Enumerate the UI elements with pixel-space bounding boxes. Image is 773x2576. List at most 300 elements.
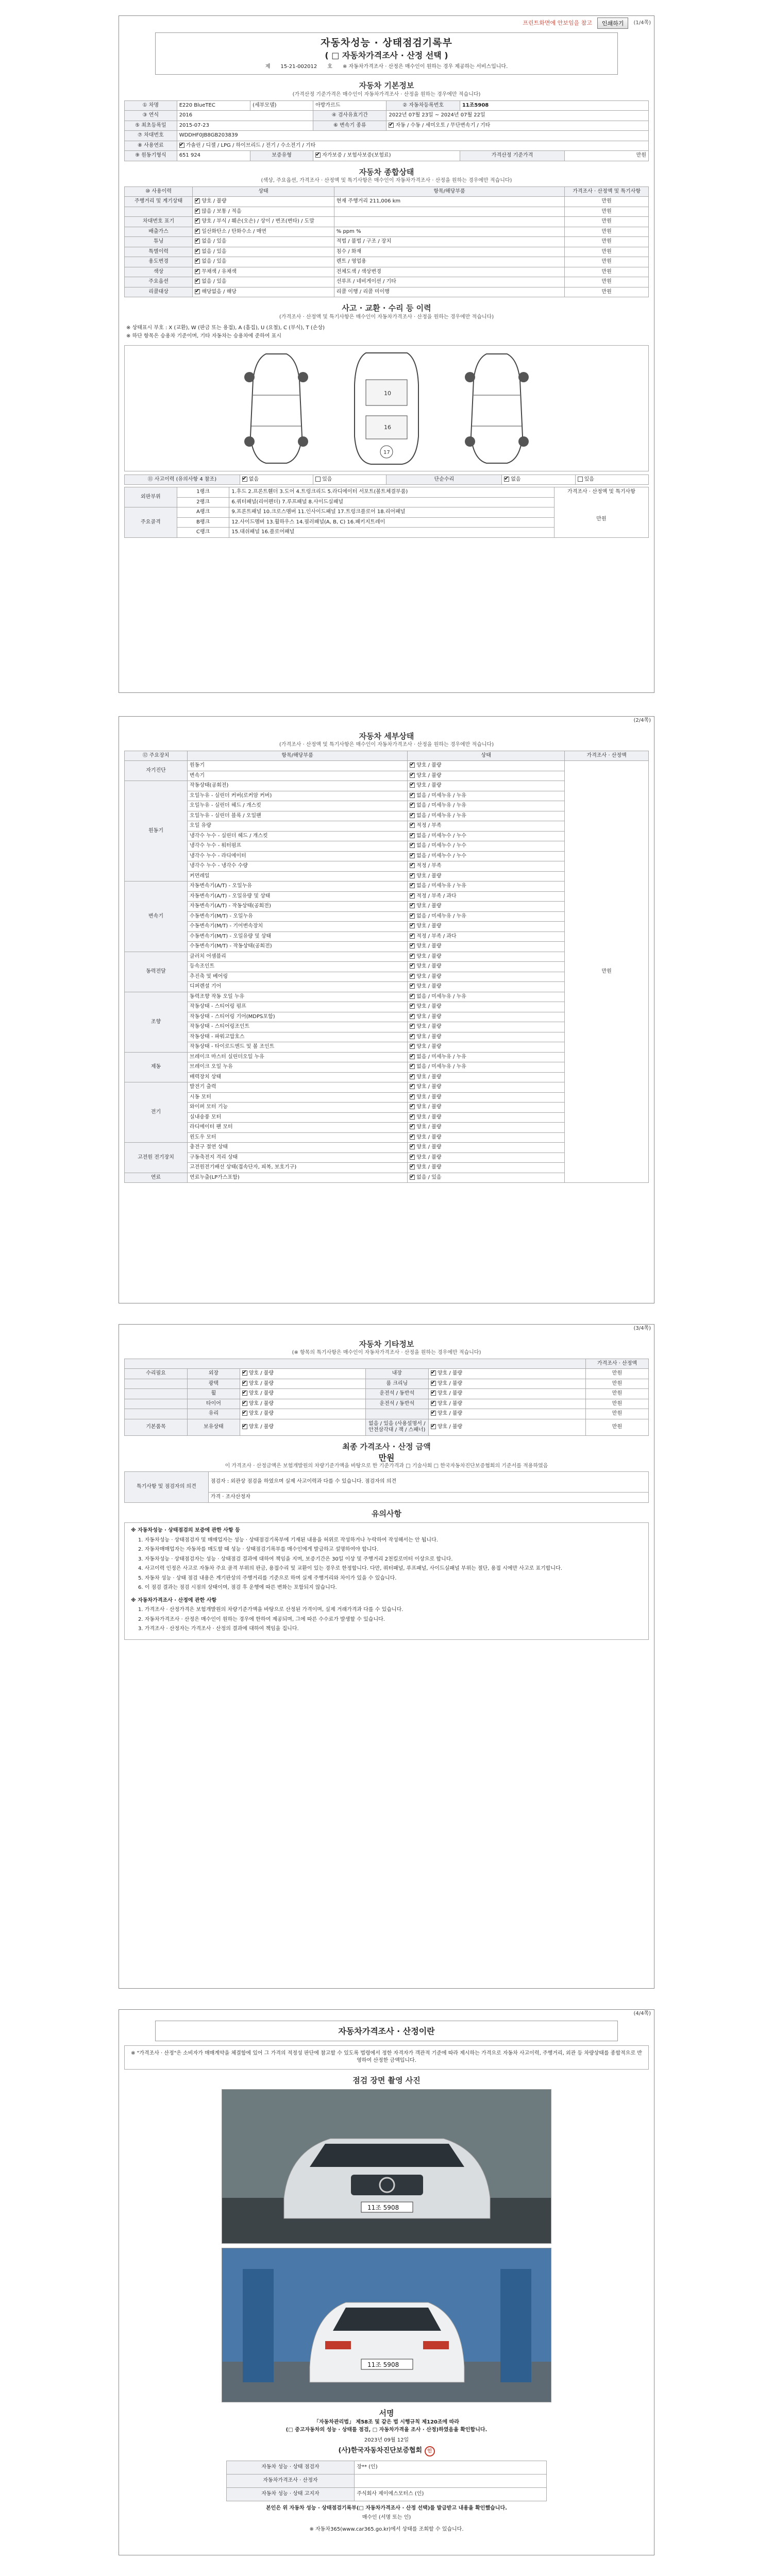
other-price: 만원 (585, 1379, 648, 1389)
detail-part: 작동상태(공회전) (188, 781, 408, 791)
general-price: 만원 (565, 277, 649, 287)
other-state: 양호 / 불량 (248, 1424, 274, 1430)
detail-state-cell (408, 831, 565, 841)
page-3 (119, 1324, 654, 1989)
empty-header (125, 1359, 586, 1369)
other-state: 양호 / 불량 (248, 1370, 274, 1377)
status-checkbox (410, 1124, 415, 1129)
label-simple-repair: 단순수리 (386, 474, 502, 485)
table-row (125, 1419, 649, 1435)
status-checkbox (410, 1004, 415, 1009)
detail-part: 냉각수 누수 - 라디에이터 (188, 851, 408, 861)
signature-text-1: 「자동차관리법」 제58조 및 같은 법 시행규칙 제120조에 따라 (313, 2419, 460, 2425)
detail-state-cell (408, 1012, 565, 1022)
detail-state-cell (408, 1032, 565, 1042)
detail-part: 변속기 (188, 771, 408, 781)
label-outer-parts: 외판부위 (125, 487, 177, 507)
detail-state: 양호 / 불량 (416, 1164, 442, 1171)
general-price: 만원 (565, 197, 649, 207)
general-price: 만원 (565, 217, 649, 227)
status-checkbox (195, 259, 200, 264)
detail-part: 자동변속기(A/T) - 작동상태(공회전) (188, 902, 408, 912)
detail-state: 양호 / 불량 (416, 963, 442, 970)
other-state-cell (240, 1369, 365, 1379)
org-stamp: 인 (425, 2446, 435, 2456)
table-row (125, 207, 649, 217)
table-row (226, 2474, 547, 2487)
detail-part: 연료누출(LP가스포함) (188, 1173, 408, 1183)
general-status-table (124, 187, 649, 298)
page-tag: (2/4쪽) (633, 718, 651, 723)
general-detail: % ppm % (334, 227, 564, 237)
status-checkbox (410, 1155, 415, 1160)
detail-group: 자기진단 (125, 761, 188, 781)
detail-part: 원동기 (188, 761, 408, 771)
accident-parts-table (124, 487, 649, 538)
other-group (125, 1389, 188, 1399)
status-checkbox (410, 823, 415, 828)
accident-history-title: 사고 · 교환 · 수리 등 이력 (342, 303, 431, 313)
detail-part: 커먼레일 (188, 871, 408, 882)
other-state-cell (428, 1379, 585, 1389)
general-state: 없음 / 있음 (201, 248, 227, 255)
other-state-cell (240, 1389, 365, 1399)
general-state: 무채색 / 유채색 (201, 268, 237, 275)
other-group (125, 1399, 188, 1409)
table-row (125, 151, 649, 161)
other-state: 양호 / 불량 (248, 1380, 274, 1386)
signature-org-line (119, 2446, 654, 2456)
basic-info-title: 자동차 기본정보 (359, 81, 414, 91)
col-header: 항목/해당부품 (334, 187, 564, 197)
final-price-title: 최종 가격조사 · 산정 금액 (342, 1442, 431, 1451)
detail-state-cell (408, 771, 565, 781)
general-item: 리콜대상 (125, 287, 193, 297)
status-checkbox (410, 934, 415, 939)
diagram-label-17: 17 (383, 450, 390, 455)
price-explain-title: 자동차가격조사 · 산정이란 (338, 2026, 435, 2036)
detail-state: 양호 / 불량 (416, 973, 442, 979)
checkbox-diesel (179, 143, 184, 148)
notice-list-2 (131, 1606, 642, 1633)
notice-item: 3. 가격조사 · 산정자는 가격조사 · 산정의 결과에 대하여 책임을 집니다. (138, 1626, 299, 1632)
detail-state-cell (408, 891, 565, 902)
document-number-line (161, 64, 612, 71)
status-checkbox (410, 893, 415, 899)
signature-text-2: (□ 중고자동차의 성능 · 상태를 점검, □ 자동차가격을 조사 · 산정)하였음을 확인합니다. (285, 2427, 488, 2433)
basic-info-table (124, 100, 649, 161)
label-warranty: 보증유형 (250, 151, 313, 161)
signature-role: 자동차가격조사 · 산정자 (226, 2474, 355, 2487)
signature-role: 자동차 성능 · 상태 고지자 (226, 2487, 355, 2501)
detail-part: 시동 모터 (188, 1092, 408, 1103)
general-detail: 현재 주행거리 211,006 km (334, 197, 564, 207)
detail-state-cell (408, 1072, 565, 1082)
table-row (125, 1369, 649, 1379)
other-state: 양호 / 불량 (437, 1391, 463, 1397)
doc-warning: ※ 자동차가격조사 · 산정은 매수인이 원하는 경우 제공하는 서비스입니다. (342, 63, 508, 70)
status-checkbox (195, 209, 200, 214)
detail-state: 적정 / 부족 (416, 823, 442, 829)
status-checkbox (242, 1424, 247, 1429)
status-checkbox (410, 913, 415, 919)
page-1 (119, 15, 654, 693)
status-checkbox (242, 1391, 247, 1396)
detail-state-cell (408, 962, 565, 972)
checkbox-accident-yes (315, 477, 321, 482)
detail-state: 없음 / 미세누유 / 누유 (416, 1054, 466, 1060)
detail-state-cell (408, 902, 565, 912)
other-state: 양호 / 불량 (437, 1400, 463, 1406)
status-checkbox (410, 1104, 415, 1109)
status-checkbox (410, 863, 415, 868)
general-item: 특별이력 (125, 247, 193, 257)
accident-yes-cell (313, 474, 386, 485)
col-header: ⑫ 주요장치 (125, 751, 188, 761)
label-year: ③ 연식 (125, 111, 177, 121)
detail-group: 원동기 (125, 781, 188, 882)
plate-text: 11조 5908 (367, 2204, 399, 2212)
general-state-cell (193, 217, 334, 227)
general-state: 양호 / 불량 (201, 198, 227, 205)
table-row (125, 277, 649, 287)
detail-state-cell (408, 1132, 565, 1143)
footer-note: ※ 자동차365(www.car365.go.kr)에서 상태를 조회할 수 있습니다. (309, 2526, 464, 2532)
checkbox-auto (389, 123, 394, 128)
status-checkbox (242, 1411, 247, 1416)
status-checkbox (410, 984, 415, 989)
detail-part: 수동변속기(M/T) - 작동상태(공회전) (188, 942, 408, 952)
label-accident-history: ⑪ 사고이력 (유의사항 4 참조) (125, 474, 240, 485)
status-checkbox (410, 833, 415, 838)
fuel-options (177, 141, 648, 151)
rank-items: 15.대쉬패널 16.플로어패널 (229, 528, 554, 538)
table-row (125, 487, 649, 498)
notice-item: 1. 가격조사 · 산정가격은 보험개발원의 차량기준가액을 바탕으로 산정된 가격이며, 실제 거래가격과 다를 수 있습니다. (138, 1607, 404, 1613)
detail-state-cell (408, 1062, 565, 1073)
transmission-options (386, 121, 649, 131)
other-info-title: 자동차 기타정보 (359, 1339, 414, 1349)
detail-state: 양호 / 불량 (416, 1013, 442, 1020)
detail-part: 등속조인트 (188, 962, 408, 972)
other-info-subtitle: (※ 항목의 특기사항은 매수인이 자동차가격조사 · 산정을 원하는 경우에만 적습니다) (292, 1350, 481, 1356)
col-header: 가격조사 · 산정액 (585, 1359, 648, 1369)
detail-part: 배력장치 상태 (188, 1072, 408, 1082)
other-group: 수리필요 (125, 1369, 188, 1379)
detail-state: 적정 / 부족 (416, 863, 442, 869)
table-row (125, 1472, 649, 1493)
detail-state: 양호 / 불량 (416, 1154, 442, 1160)
price-unit: 만원 (596, 516, 607, 522)
detail-state-cell (408, 931, 565, 942)
signature-date: 2023년 09월 12일 (364, 2437, 409, 2443)
general-state: 없음 / 있음 (201, 279, 227, 285)
general-item: 용도변경 (125, 257, 193, 267)
detail-group: 전기 (125, 1082, 188, 1143)
general-price: 만원 (565, 227, 649, 237)
col-header: ⑩ 사용이력 (125, 187, 193, 197)
detail-part: 브레이크 마스터 실린더오일 누유 (188, 1052, 408, 1062)
general-item: 배출가스 (125, 227, 193, 237)
table-row (125, 217, 649, 227)
repair-no-cell (502, 474, 575, 485)
other-item: 광택 (188, 1379, 240, 1389)
print-button[interactable]: 인쇄하기 (597, 18, 629, 29)
diagram-label-16: 16 (384, 424, 391, 431)
table-row (125, 131, 649, 141)
value-car-name: E220 BlueTEC (177, 100, 250, 111)
value-transmission: 자동 / 수동 / 세미오토 / 무단변속기 / 기타 (395, 122, 491, 128)
detail-state-cell (408, 952, 565, 962)
detail-state: 없음 / 미세누수 / 누수 (416, 853, 466, 859)
general-item: 색상 (125, 267, 193, 277)
status-checkbox (431, 1381, 436, 1386)
detail-state-cell (408, 992, 565, 1002)
price-explain-box (155, 2021, 618, 2041)
label-price-subject: 가격 · 조사산정자 (208, 1493, 648, 1503)
detail-state: 양호 / 불량 (416, 1094, 442, 1100)
label-opinion: 특기사항 및 점검자의 의견 (125, 1472, 209, 1503)
price-header: 가격조사 · 산정액 및 특기사항 (567, 489, 635, 495)
detail-state: 없음 / 미세누유 / 누유 (416, 812, 466, 819)
detail-part: 작동상태 - 타이로드엔드 및 볼 조인트 (188, 1042, 408, 1053)
car-front-photo (222, 2090, 551, 2244)
general-item: 차대번호 표기 (125, 217, 193, 227)
notice-section-1: ※ 자동차성능 · 상태점검의 보증에 관한 사항 등 (131, 1528, 240, 1534)
detail-state-cell (408, 1082, 565, 1093)
table-row (125, 237, 649, 247)
opinion-table (124, 1471, 649, 1503)
general-state-cell (193, 227, 334, 237)
status-checkbox (195, 269, 200, 274)
table-row (226, 2461, 547, 2474)
basic-info-subtitle: (가격산정 기준가격은 매수인이 자동차가격조사 · 산정을 원하는 경우에만 적습니다) (292, 92, 481, 97)
status-checkbox (410, 1175, 415, 1180)
general-item: 주요옵션 (125, 277, 193, 287)
status-symbol-legend: ※ 상태표시 부호 : X (교환), W (판금 또는 용접), A (흠집), U (요철), C (부식), T (손상) (126, 325, 325, 331)
rank-label: C랭크 (177, 528, 229, 538)
other-state-cell (240, 1409, 365, 1419)
status-checkbox (410, 1024, 415, 1029)
status-checkbox (410, 762, 415, 768)
status-checkbox (410, 1064, 415, 1069)
car-right-side-diagram (450, 349, 543, 467)
other-state-cell (240, 1379, 365, 1389)
accident-summary-table (124, 474, 649, 485)
detail-state: 양호 / 불량 (416, 1074, 442, 1080)
detail-state: 없음 / 미세누유 / 누유 (416, 792, 466, 799)
detail-part: 라디에이터 팬 모터 (188, 1123, 408, 1133)
other-item-2: 없음 / 있음 (사용설명서 / 안전삼각대 / 잭 / 스패너) (365, 1419, 428, 1435)
option-yes: 있음 (322, 476, 332, 482)
detail-part: 자동변속기(A/T) - 오일누유 (188, 882, 408, 892)
detail-status-table (124, 751, 649, 1183)
checkbox-self-warranty (315, 152, 321, 158)
detail-part: 윈도우 모터 (188, 1132, 408, 1143)
document-title-box (155, 32, 618, 75)
page-tag: (3/4쪽) (633, 1326, 651, 1331)
other-price: 만원 (585, 1369, 648, 1379)
table-row (125, 1399, 649, 1409)
detail-state: 양호 / 불량 (416, 1104, 442, 1110)
status-checkbox (410, 954, 415, 959)
detail-state-cell (408, 1163, 565, 1173)
status-checkbox (410, 1044, 415, 1049)
other-state: 양호 / 불량 (437, 1411, 463, 1417)
warranty-options (313, 151, 460, 161)
detail-part: 수동변속기(M/T) - 오일유량 및 상태 (188, 931, 408, 942)
receipt-text: 본인은 위 자동차 성능 · 상태점검기록부(□ 자동차가격조사 · 산정 선택)를 발급받고 내용을 확인했습니다. (266, 2505, 507, 2511)
option-no: 없음 (248, 476, 259, 482)
vehicle-diagram (124, 345, 649, 471)
table-row (125, 247, 649, 257)
document-subtitle: ( □ 자동차가격조사 · 산정 선택 ) (325, 50, 448, 60)
detail-part: 디퍼렌셜 기어 (188, 982, 408, 992)
detail-group: 변속기 (125, 882, 188, 952)
option-yes: 있음 (584, 476, 594, 482)
general-price: 만원 (565, 237, 649, 247)
detail-part: 발전기 출력 (188, 1082, 408, 1093)
detail-state: 양호 / 불량 (416, 1004, 442, 1010)
general-detail (334, 207, 564, 217)
status-checkbox (410, 943, 415, 948)
page-2 (119, 716, 654, 1303)
notice-item: 2. 자동차매매업자는 자동차를 매도할 때 성능 · 상태점검기록부를 매수인에게 발급하고 설명하여야 합니다. (138, 1547, 379, 1553)
detail-part: 냉각수 누수 - 워터펌프 (188, 841, 408, 852)
photo-gallery (119, 2089, 654, 2402)
other-state: 양호 / 불량 (248, 1391, 274, 1397)
signature-title: 서명 (379, 2409, 394, 2418)
other-group: 기본품목 (125, 1419, 188, 1435)
status-checkbox (410, 813, 415, 818)
detail-state-cell (408, 911, 565, 922)
other-state-cell (428, 1409, 585, 1419)
detail-state: 없음 / 미세누유 / 누유 (416, 993, 466, 999)
detail-state-cell (408, 1112, 565, 1123)
detail-state-cell (408, 922, 565, 932)
detail-state: 양호 / 불량 (416, 1144, 442, 1150)
detail-state: 양호 / 불량 (416, 1124, 442, 1130)
detail-state-cell (408, 871, 565, 882)
value-opinion: 점검자 : 외관상 점검을 하였으며 실제 사고이력과 다를 수 있습니다. 점검자의 의견 (208, 1472, 648, 1493)
value-inspection-period: 2022년 07월 23일 ~ 2024년 07월 22일 (386, 111, 649, 121)
status-checkbox (410, 1084, 415, 1089)
label-transmission: ⑥ 변속기 종류 (313, 121, 386, 131)
detail-state: 양호 / 불량 (416, 1134, 442, 1140)
plate-text: 11조 5908 (367, 2361, 399, 2369)
general-state: 없음 / 있음 (201, 259, 227, 265)
detail-group: 동력전달 (125, 952, 188, 992)
detail-state: 없음 / 미세누유 / 누유 (416, 913, 466, 919)
other-item: 유리 (188, 1409, 240, 1419)
car-rear-photo (222, 2248, 551, 2402)
detail-state: 양호 / 불량 (416, 762, 442, 769)
page-tag: (4/4쪽) (633, 2011, 651, 2016)
label-base-price: 가격산정 기준가격 (460, 151, 564, 161)
detail-state: 양호 / 불량 (416, 943, 442, 950)
status-checkbox (195, 249, 200, 254)
col-header: 상태 (408, 751, 565, 761)
detail-state-cell (408, 882, 565, 892)
status-checkbox (410, 1074, 415, 1079)
status-checkbox (410, 773, 415, 778)
col-header: 가격조사 · 산정액 (565, 751, 649, 761)
col-header: 항목/해당부품 (188, 751, 408, 761)
other-price: 만원 (585, 1399, 648, 1409)
detail-state-cell (408, 821, 565, 832)
value-base-price: 만원 (565, 151, 649, 161)
status-checkbox (410, 1054, 415, 1059)
detail-state: 양호 / 불량 (416, 923, 442, 929)
detail-part: 오일누유 - 실린더 커버(로커암 커버) (188, 791, 408, 801)
status-checkbox (410, 923, 415, 928)
general-price: 만원 (565, 267, 649, 277)
general-state: 없음 / 있음 (201, 239, 227, 245)
rank-label: 1랭크 (177, 487, 229, 498)
general-item: 주행거리 및 계기상태 (125, 197, 193, 207)
status-checkbox (195, 289, 200, 294)
diagram-label-10: 10 (384, 390, 391, 397)
rank-items: 12.사이드멤버 13.휠하우스 14.필러패널(A, B, C) 16.패키지트레이 (229, 517, 554, 528)
general-detail (334, 217, 564, 227)
detail-state-cell (408, 791, 565, 801)
general-detail: 리콜 이행 / 리콜 미이행 (334, 287, 564, 297)
status-checkbox (410, 994, 415, 999)
general-detail: 침수 / 화재 (334, 247, 564, 257)
detail-state: 없음 / 미세누유 / 누유 (416, 803, 466, 809)
table-row (125, 227, 649, 237)
other-price: 만원 (585, 1389, 648, 1399)
detail-group: 제동 (125, 1052, 188, 1082)
detail-group: 연료 (125, 1173, 188, 1183)
other-state: 양호 / 불량 (248, 1400, 274, 1406)
page-4 (119, 2009, 654, 2555)
general-price: 만원 (565, 287, 649, 297)
accident-history-subtitle: (가격조사 · 산정액 및 특기사항은 매수인이 자동차가격조사 · 산정을 원하는 경우에만 적습니다) (279, 314, 494, 320)
status-checkbox (195, 218, 200, 224)
notice-item: 6. 이 점검 결과는 점검 시점의 상태이며, 점검 후 운행에 따른 변화는 포함되지 않습니다. (138, 1585, 337, 1591)
detail-state-cell (408, 1123, 565, 1133)
table-row (125, 761, 649, 771)
detail-part: 냉각수 누수 - 냉각수 수량 (188, 861, 408, 872)
notice-section-2: ※ 자동차가격조사 · 산정에 관한 사항 (131, 1597, 217, 1603)
general-status-title: 자동차 종합상태 (359, 167, 414, 177)
page-count: (1/4쪽) (633, 20, 651, 26)
other-state-cell (428, 1369, 585, 1379)
final-price-note: 이 가격조사 · 산정금액은 보험개발원의 차량기준가액을 바탕으로 한 기준가격과 □ 기술사회 □ 한국자동차진단보증협회의 기준서를 적용하였음 (225, 1463, 548, 1469)
table-row (125, 100, 649, 111)
inspection-photo-front (222, 2089, 551, 2244)
notice-item: 1. 자동차성능 · 상태점검자 및 매매업자는 성능 · 상태점검기록부에 기재된 내용을 허위로 작성하거나 누락하여 작성해서는 안 됩니다. (138, 1537, 438, 1543)
table-header-row (125, 187, 649, 197)
buyer-signature: 매수인 (서명 또는 인) (362, 2515, 411, 2520)
detail-state: 양호 / 불량 (416, 984, 442, 990)
detail-state-cell (408, 811, 565, 821)
status-checkbox (410, 1114, 415, 1120)
detail-part: 작동상태 - 파워고압호스 (188, 1032, 408, 1042)
label-vin: ⑦ 차대번호 (125, 131, 177, 141)
signature-org: (사)한국자동차진단보증협회 (338, 2446, 423, 2454)
signature-name: 장** (인) (355, 2461, 547, 2474)
detail-part: 실내송풍 모터 (188, 1112, 408, 1123)
detail-state: 양호 / 불량 (416, 1044, 442, 1050)
detail-state-cell (408, 801, 565, 811)
detail-part: 작동상태 - 스티어링 기어(MDPS포함) (188, 1012, 408, 1022)
rank-items: 6.쿼터패널(리어펜더) 7.루프패널 8.사이드실패널 (229, 497, 554, 507)
other-item: 휠 (188, 1389, 240, 1399)
inspection-photo-rear (222, 2248, 551, 2402)
detail-state-cell (408, 781, 565, 791)
